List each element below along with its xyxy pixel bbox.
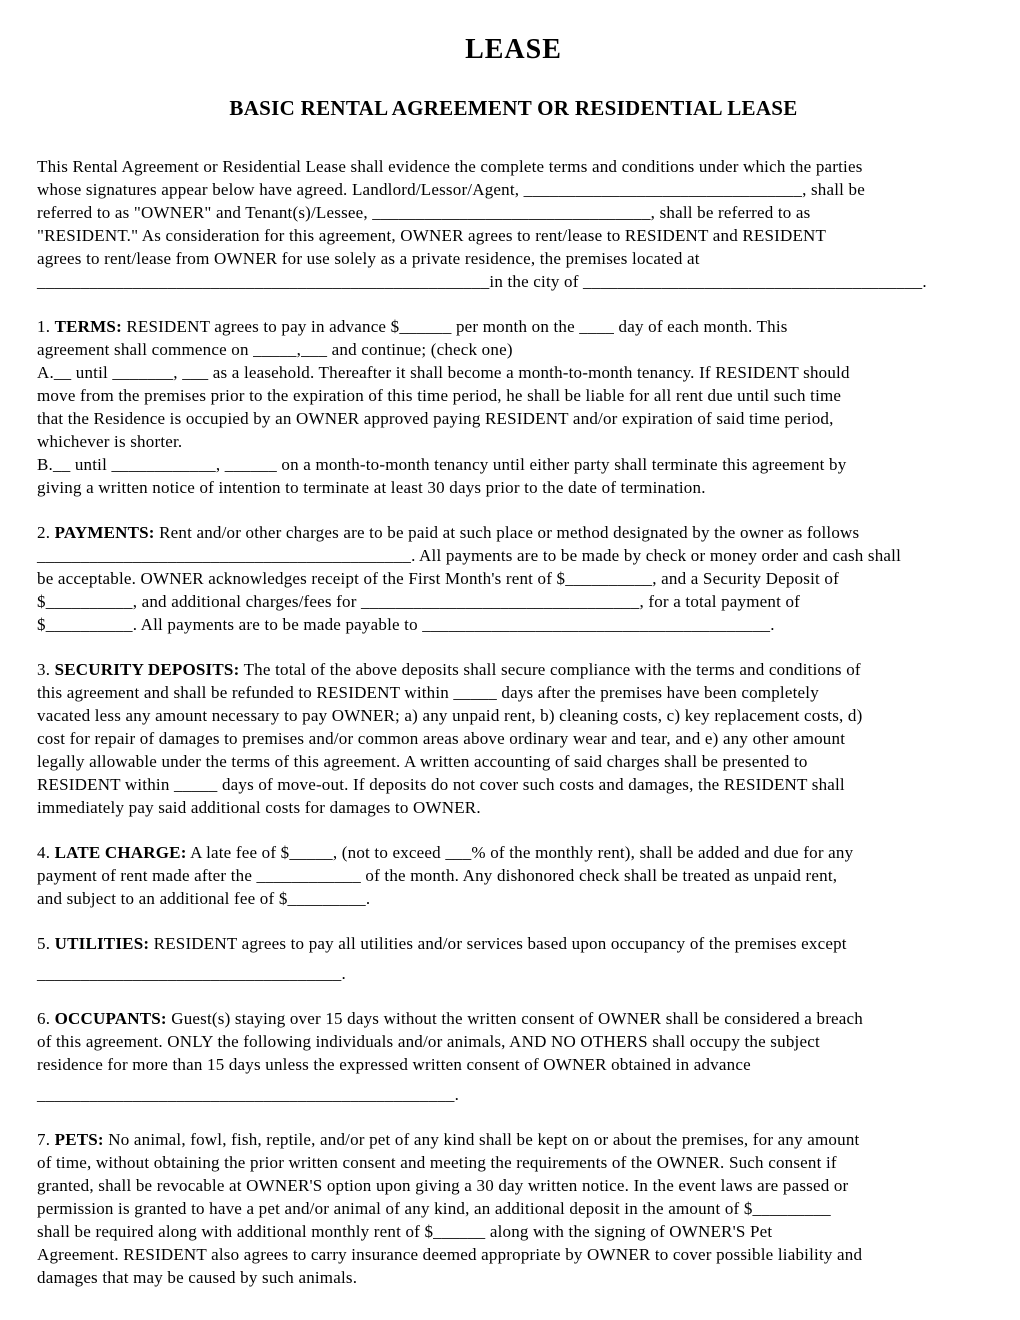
section-text: A late fee of $_____, (not to exceed ___% of the monthly rent), shall be added and due for any (190, 843, 854, 862)
intro-paragraph (37, 155, 990, 293)
document-line: of this agreement. ONLY the following individuals and/or animals, AND NO OTHERS shall occupy the subject (37, 1032, 820, 1051)
section-heading: LATE CHARGE: (54, 843, 187, 862)
section-heading: TERMS: (54, 317, 122, 336)
document-subtitle: BASIC RENTAL AGREEMENT OR RESIDENTIAL LEASE (229, 96, 798, 120)
section-number: 4. (37, 843, 51, 862)
document-line: immediately pay said additional costs for damages to OWNER. (37, 798, 481, 817)
section-occupants (37, 1007, 990, 1106)
section-text: The total of the above deposits shall secure compliance with the terms and conditions of (243, 660, 861, 679)
document-line: shall be required along with additional monthly rent of $______ along with the signing of OWNER'S Pet (37, 1222, 773, 1241)
section-payments (37, 521, 990, 636)
section-security-deposits (37, 658, 990, 819)
document-line: move from the premises prior to the expiration of this time period, he shall be liable for all rent due until such time (37, 386, 842, 405)
section-first-line (37, 315, 990, 338)
document-line: This Rental Agreement or Residential Lease shall evidence the complete terms and conditions under which the parties (37, 157, 863, 176)
section-first-line (37, 658, 990, 681)
document-line: RESIDENT within _____ days of move-out. If deposits do not cover such costs and damages, the RESIDENT shall (37, 775, 845, 794)
document-line: legally allowable under the terms of this agreement. A written accounting of said charges shall be presented to (37, 752, 808, 771)
section-number: 1. (37, 317, 51, 336)
section-heading: SECURITY DEPOSITS: (54, 660, 240, 679)
document-line: A.__ until _______, ___ as a leasehold. Thereafter it shall become a month-to-month tenancy. If RESIDENT should (37, 363, 850, 382)
section-first-line (37, 1128, 990, 1151)
section-first-line (37, 932, 990, 955)
document-line: this agreement and shall be refunded to RESIDENT within _____ days after the premises have been completely (37, 683, 819, 702)
document-line: B.__ until ____________, ______ on a month-to-month tenancy until either party shall terminate this agreement by (37, 455, 847, 474)
section-first-line (37, 521, 990, 544)
document-line: payment of rent made after the ____________ of the month. Any dishonored check shall be treated as unpaid rent, (37, 866, 838, 885)
fill-in-blank-line: ___________________________________. (37, 964, 346, 983)
section-number: 7. (37, 1130, 51, 1149)
document-line: that the Residence is occupied by an OWNER approved paying RESIDENT and/or expiration of said time period, (37, 409, 834, 428)
section-text: RESIDENT agrees to pay all utilities and/or services based upon occupancy of the premises except (153, 934, 847, 953)
document-line: permission is granted to have a pet and/or animal of any kind, an additional deposit in the amount of $_________ (37, 1199, 831, 1218)
document-line: of time, without obtaining the prior written consent and meeting the requirements of the OWNER. Such consent if (37, 1153, 837, 1172)
document-line: residence for more than 15 days unless the expressed written consent of OWNER obtained in advance (37, 1055, 751, 1074)
document-line: ____________________________________________________in the city of _______________________________________. (37, 272, 927, 291)
document-line: giving a written notice of intention to terminate at least 30 days prior to the date of termination. (37, 478, 706, 497)
section-text: Guest(s) staying over 15 days without the written consent of OWNER shall be considered a breach (171, 1009, 863, 1028)
document-line: agrees to rent/lease from OWNER for use solely as a private residence, the premises located at (37, 249, 700, 268)
document-line: be acceptable. OWNER acknowledges receipt of the First Month's rent of $__________, and a Security Deposit of (37, 569, 839, 588)
document-line: cost for repair of damages to premises and/or common areas above ordinary wear and tear, and e) any other amount (37, 729, 846, 748)
section-first-line (37, 841, 990, 864)
document-line: "RESIDENT." As consideration for this agreement, OWNER agrees to rent/lease to RESIDENT and RESIDENT (37, 226, 827, 245)
section-pets (37, 1128, 990, 1289)
section-text: Rent and/or other charges are to be paid at such place or method designated by the owner as follows (159, 523, 860, 542)
document-line: whose signatures appear below have agreed. Landlord/Lessor/Agent, ________________________________, shall be (37, 180, 865, 199)
section-terms (37, 315, 990, 499)
document-sections (37, 315, 990, 1289)
section-heading: UTILITIES: (54, 934, 150, 953)
document-line: damages that may be caused by such animals. (37, 1268, 358, 1287)
document-line: vacated less any amount necessary to pay OWNER; a) any unpaid rent, b) cleaning costs, c) key replacement costs, d) (37, 706, 863, 725)
document-line: whichever is shorter. (37, 432, 183, 451)
section-text: No animal, fowl, fish, reptile, and/or pet of any kind shall be kept on or about the premises, for any amount (108, 1130, 860, 1149)
fill-in-blank-line: ________________________________________________. (37, 1085, 460, 1104)
document-line: $__________, and additional charges/fees for ________________________________, for a total payment of (37, 592, 801, 611)
section-text: RESIDENT agrees to pay in advance $______ per month on the ____ day of each month. This (126, 317, 788, 336)
document-line: referred to as "OWNER" and Tenant(s)/Lessee, ________________________________, shall be referred to as (37, 203, 811, 222)
document-line: and subject to an additional fee of $_________. (37, 889, 371, 908)
document-line: granted, shall be revocable at OWNER'S option upon giving a 30 day written notice. In the event laws are passed or (37, 1176, 849, 1195)
section-number: 5. (37, 934, 51, 953)
document-line: ___________________________________________. All payments are to be made by check or money order and cash shall (37, 546, 902, 565)
section-late-charge (37, 841, 990, 910)
section-first-line (37, 1007, 990, 1030)
document-title: LEASE (465, 34, 562, 65)
section-heading: PAYMENTS: (54, 523, 155, 542)
document-line: Agreement. RESIDENT also agrees to carry insurance deemed appropriate by OWNER to cover possible liability and (37, 1245, 863, 1264)
section-heading: PETS: (54, 1130, 104, 1149)
section-number: 2. (37, 523, 51, 542)
document-line: $__________. All payments are to be made payable to ________________________________________. (37, 615, 775, 634)
section-number: 3. (37, 660, 51, 679)
document-line: agreement shall commence on _____,___ and continue; (check one) (37, 340, 513, 359)
section-heading: OCCUPANTS: (54, 1009, 167, 1028)
section-utilities (37, 932, 990, 985)
section-number: 6. (37, 1009, 51, 1028)
